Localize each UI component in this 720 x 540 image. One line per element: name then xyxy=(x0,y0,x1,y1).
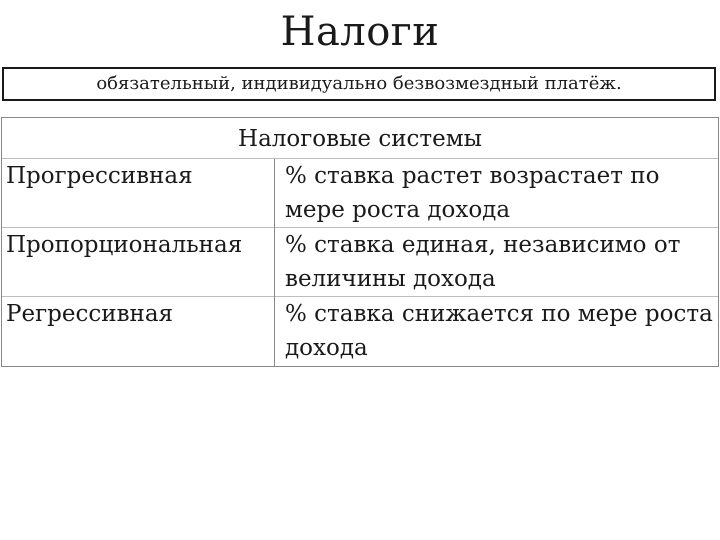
table-header: Налоговые системы xyxy=(2,118,719,159)
row-name: Пропорциональная xyxy=(2,228,275,297)
table-header-row xyxy=(2,118,719,159)
table-row-proportional xyxy=(2,228,719,297)
tax-systems-table xyxy=(1,117,719,367)
table-row-regressive xyxy=(2,297,719,367)
row-description: % ставка снижается по мере роста дохода xyxy=(275,297,719,367)
definition-box: обязательный, индивидуально безвозмездный платёж. xyxy=(2,67,716,101)
row-description: % ставка растет возрастает по мере роста дохода xyxy=(275,159,719,228)
page-title: Налоги xyxy=(280,9,440,55)
row-name: Регрессивная xyxy=(2,297,275,367)
row-description: % ставка единая, независимо от величины дохода xyxy=(275,228,719,297)
table-row-progressive xyxy=(2,159,719,228)
row-name: Прогрессивная xyxy=(2,159,275,228)
